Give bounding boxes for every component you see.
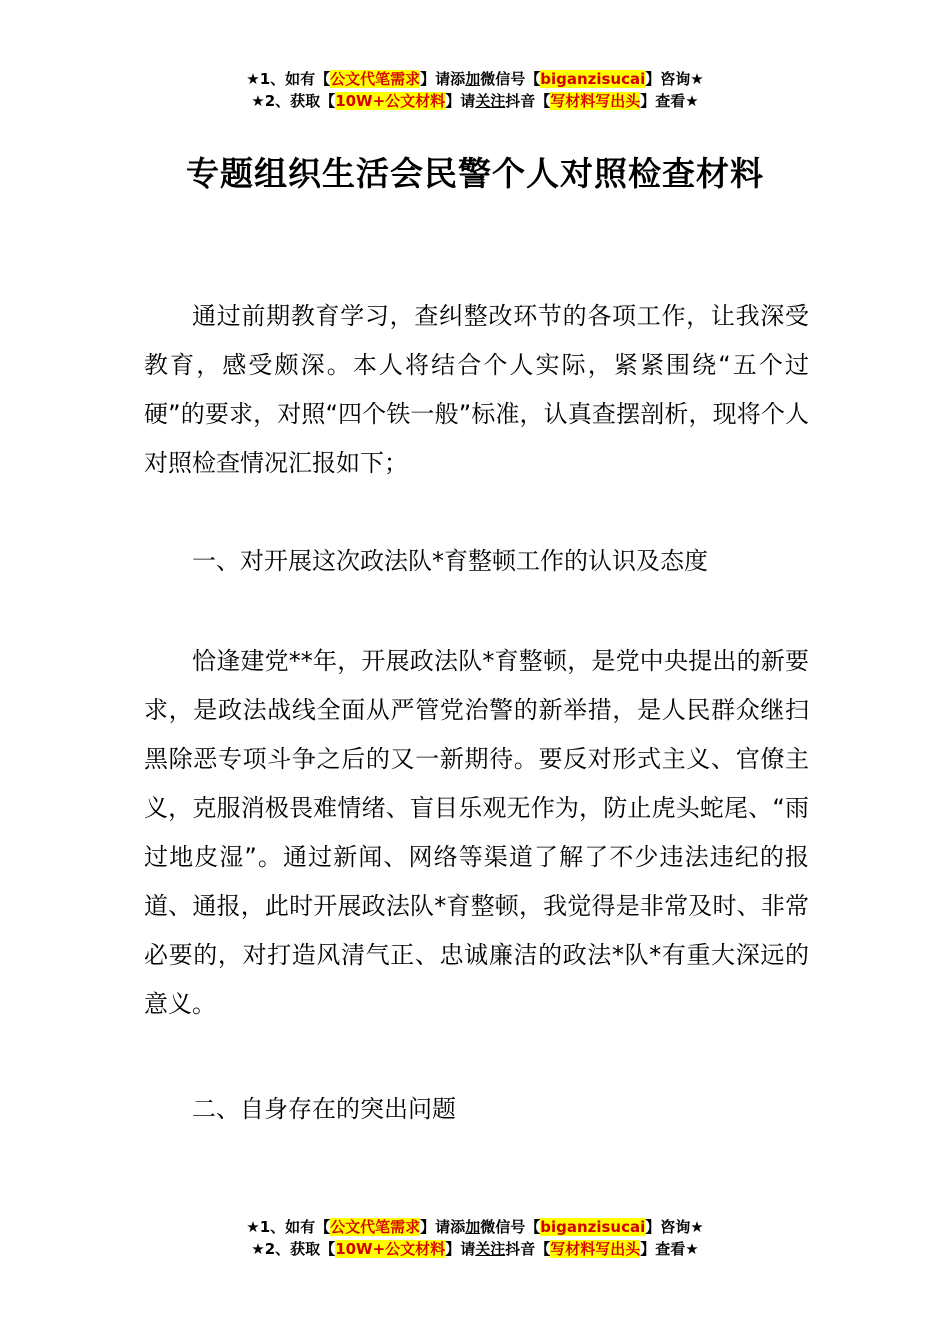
banner-text: 】查看★ bbox=[640, 92, 699, 110]
paragraph-text: 恰逢建党**年，开展政法队*育整顿，是党中央提出的新要求，是政法战线全面从严管党治警的新举措，是人民群众继扫黑除恶专项斗争之后的又一新期待。要反对形式主义、官僚主义，克服消极畏难情绪、盲目乐观无作为，防止虎头蛇尾、“雨过地皮湿”。通过新闻、网络等渠道了解了不少违法违纪的报道、通报，此时开展政法队*育整顿，我觉得是非常及时、非常必要的，对打造风清气正、忠诚廉洁的政法*队*有重大深远的意义。 bbox=[144, 647, 809, 1018]
banner-highlight: 写材料写出头 bbox=[550, 92, 641, 110]
banner-text: 】咨询★ bbox=[645, 70, 704, 88]
heading-text: 二、自身存在的突出问题 bbox=[192, 1095, 456, 1123]
banner-line-2 bbox=[0, 90, 950, 112]
banner-underlined-text: 关注 bbox=[475, 1240, 506, 1258]
paragraph-text: 通过前期教育学习，查纠整改环节的各项工作，让我深受教育，感受颇深。本人将结合个人实际，紧紧围绕“五个过硬”的要求，对照“四个铁一般”标准，认真查摆剖析，现将个人对照检查情况汇报如下； bbox=[144, 302, 809, 477]
banner-highlight: 10W+公文材料 bbox=[335, 92, 446, 110]
banner-text: ★1、如有【 bbox=[246, 70, 331, 88]
banner-line-1 bbox=[0, 68, 950, 90]
banner-text: ★1、如有【 bbox=[246, 1218, 331, 1236]
banner-text: 】查看★ bbox=[640, 1240, 699, 1258]
banner-highlight: 10W+公文材料 bbox=[335, 1240, 446, 1258]
bottom-banner bbox=[0, 1216, 950, 1260]
banner-highlight: 写材料写出头 bbox=[550, 1240, 641, 1258]
banner-text: 】咨询★ bbox=[645, 1218, 704, 1236]
banner-text: 】请添 bbox=[420, 1218, 466, 1236]
paragraph-1 bbox=[144, 292, 809, 488]
banner-text: 微信号【 bbox=[480, 1218, 541, 1236]
banner-line-2 bbox=[0, 1238, 950, 1260]
banner-underlined-text: 加 bbox=[465, 70, 481, 88]
banner-text: 抖音【 bbox=[505, 1240, 551, 1258]
banner-text: 】请 bbox=[445, 92, 476, 110]
banner-text: 微信号【 bbox=[480, 70, 541, 88]
banner-highlight: 公文代笔需求 bbox=[330, 70, 421, 88]
banner-highlight: biganzisucai bbox=[540, 1218, 646, 1236]
banner-text: 】请添 bbox=[420, 70, 466, 88]
banner-text: 抖音【 bbox=[505, 92, 551, 110]
section-heading-2 bbox=[144, 1085, 809, 1134]
banner-line-1 bbox=[0, 1216, 950, 1238]
banner-text: ★2、获取【 bbox=[251, 92, 336, 110]
document-title: 专题组织生活会民警个人对照检查材料 bbox=[186, 154, 764, 193]
banner-highlight: 公文代笔需求 bbox=[330, 1218, 421, 1236]
top-banner bbox=[0, 68, 950, 112]
banner-underlined-text: 关注 bbox=[475, 92, 506, 110]
section-heading-1 bbox=[144, 537, 809, 586]
heading-text: 一、对开展这次政法队*育整顿工作的认识及态度 bbox=[192, 547, 708, 575]
banner-underlined-text: 加 bbox=[465, 1218, 481, 1236]
banner-text: ★2、获取【 bbox=[251, 1240, 336, 1258]
paragraph-2 bbox=[144, 637, 809, 1029]
banner-highlight: biganzisucai bbox=[540, 70, 646, 88]
banner-text: 】请 bbox=[445, 1240, 476, 1258]
